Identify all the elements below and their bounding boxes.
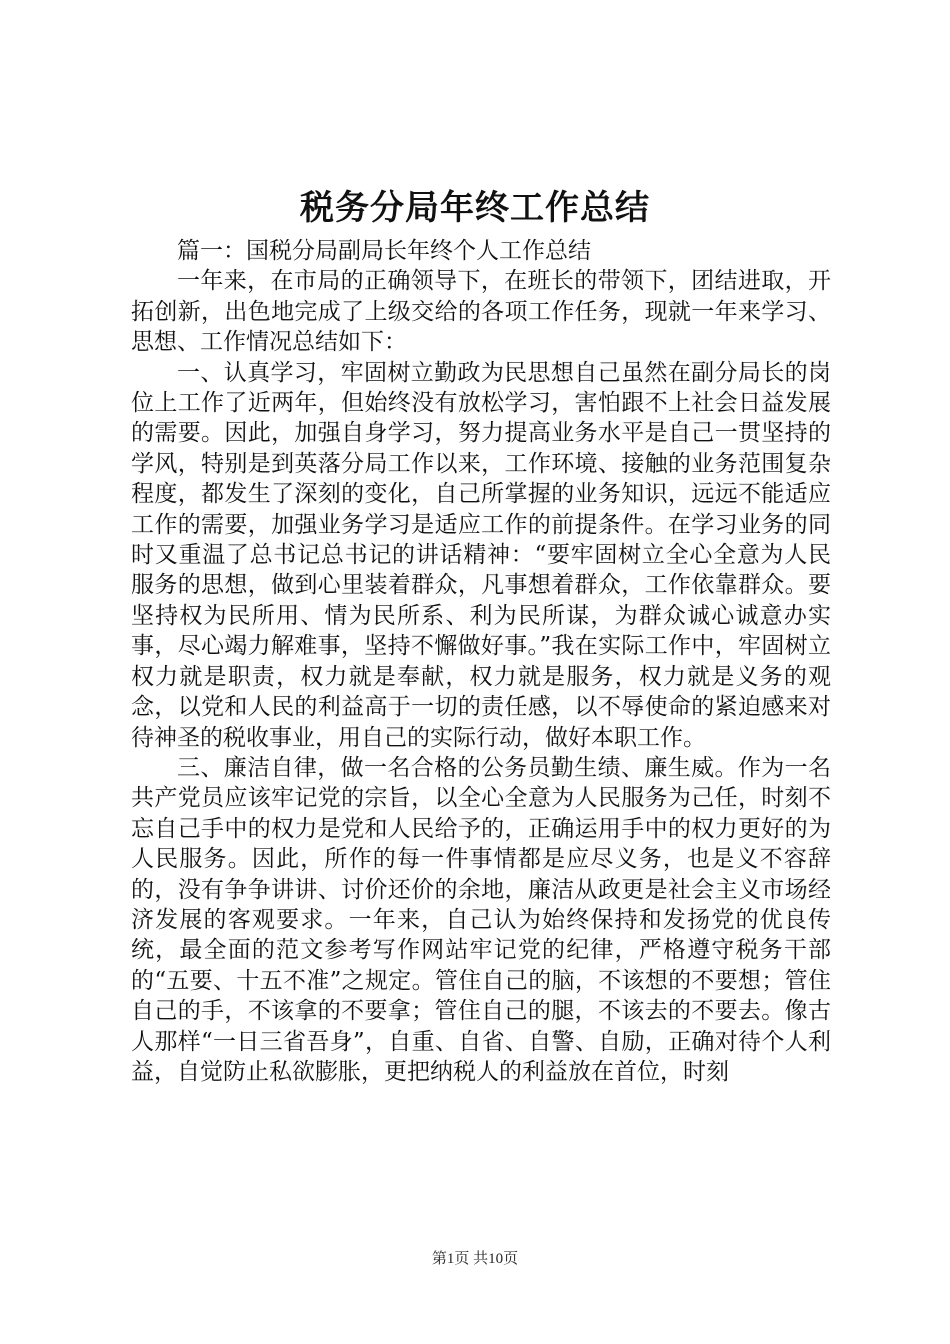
paragraph-study: 一、认真学习，牢固树立勤政为民思想自己虽然在副分局长的岗位上工作了近两年，但始终没有放松学习，害怕跟不上社会日益发展的需要。因此，加强自身学习，努力提高业务水平是自己一贯坚持的学风，特别是到英落分局工作以来，工作环境、接触的业务范围复杂程度，都发生了深刻的变化，自己所掌握的业务知识，远远不能适应工作的需要，加强业务学习是适应工作的前提条件。在学习业务的同时又重温了总书记总书记的讲话精神：“要牢固树立全心全意为人民服务的思想，做到心里装着群众，凡事想着群众，工作依靠群众。要坚持权为民所用、情为民所系、利为民所谋，为群众诚心诚意办实事，尽心竭力解难事，坚持不懈做好事。”我在实际工作中，牢固树立权力就是职责，权力就是奉献，权力就是服务，权力就是义务的观念，以党和人民的利益高于一切的责任感，以不辱使命的紧迫感来对待神圣的税收事业，用自己的实际行动，做好本职工作。 <box>131 359 831 751</box>
section-heading: 篇一：国税分局副局长年终个人工作总结 <box>177 238 591 264</box>
page-number: 第1页 共10页 <box>431 1251 519 1267</box>
paragraph-integrity: 三、廉洁自律，做一名合格的公务员勤生绩、廉生威。作为一名共产党员应该牢记党的宗旨，以全心全意为人民服务为己任，时刻不忘自己手中的权力是党和人民给予的，正确运用手中的权力更好的为人民服务。因此，所作的每一件事情都是应尽义务，也是义不容辞的，没有争争讲讲、讨价还价的余地，廉洁从政更是社会主义市场经济发展的客观要求。一年来，自己认为始终保持和发扬党的优良传统，最全面的范文参考写作网站牢记党的纪律，严格遵守税务干部的“五要、十五不准”之规定。管住自己的脑，不该想的不要想；管住自己的手，不该拿的不要拿；管住自己的腿，不该去的不要去。像古人那样“一日三省吾身”，自重、自省、自警、自励，正确对待个人利益，自觉防止私欲膨胀，更把纳税人的利益放在首位，时刻 <box>131 754 831 1085</box>
document-title: 税务分局年终工作总结 <box>300 188 650 228</box>
paragraph-intro: 一年来，在市局的正确领导下，在班长的带领下，团结进取，开拓创新，出色地完成了上级交给的各项工作任务，现就一年来学习、思想、工作情况总结如下： <box>131 268 831 356</box>
document-body <box>131 236 831 1087</box>
